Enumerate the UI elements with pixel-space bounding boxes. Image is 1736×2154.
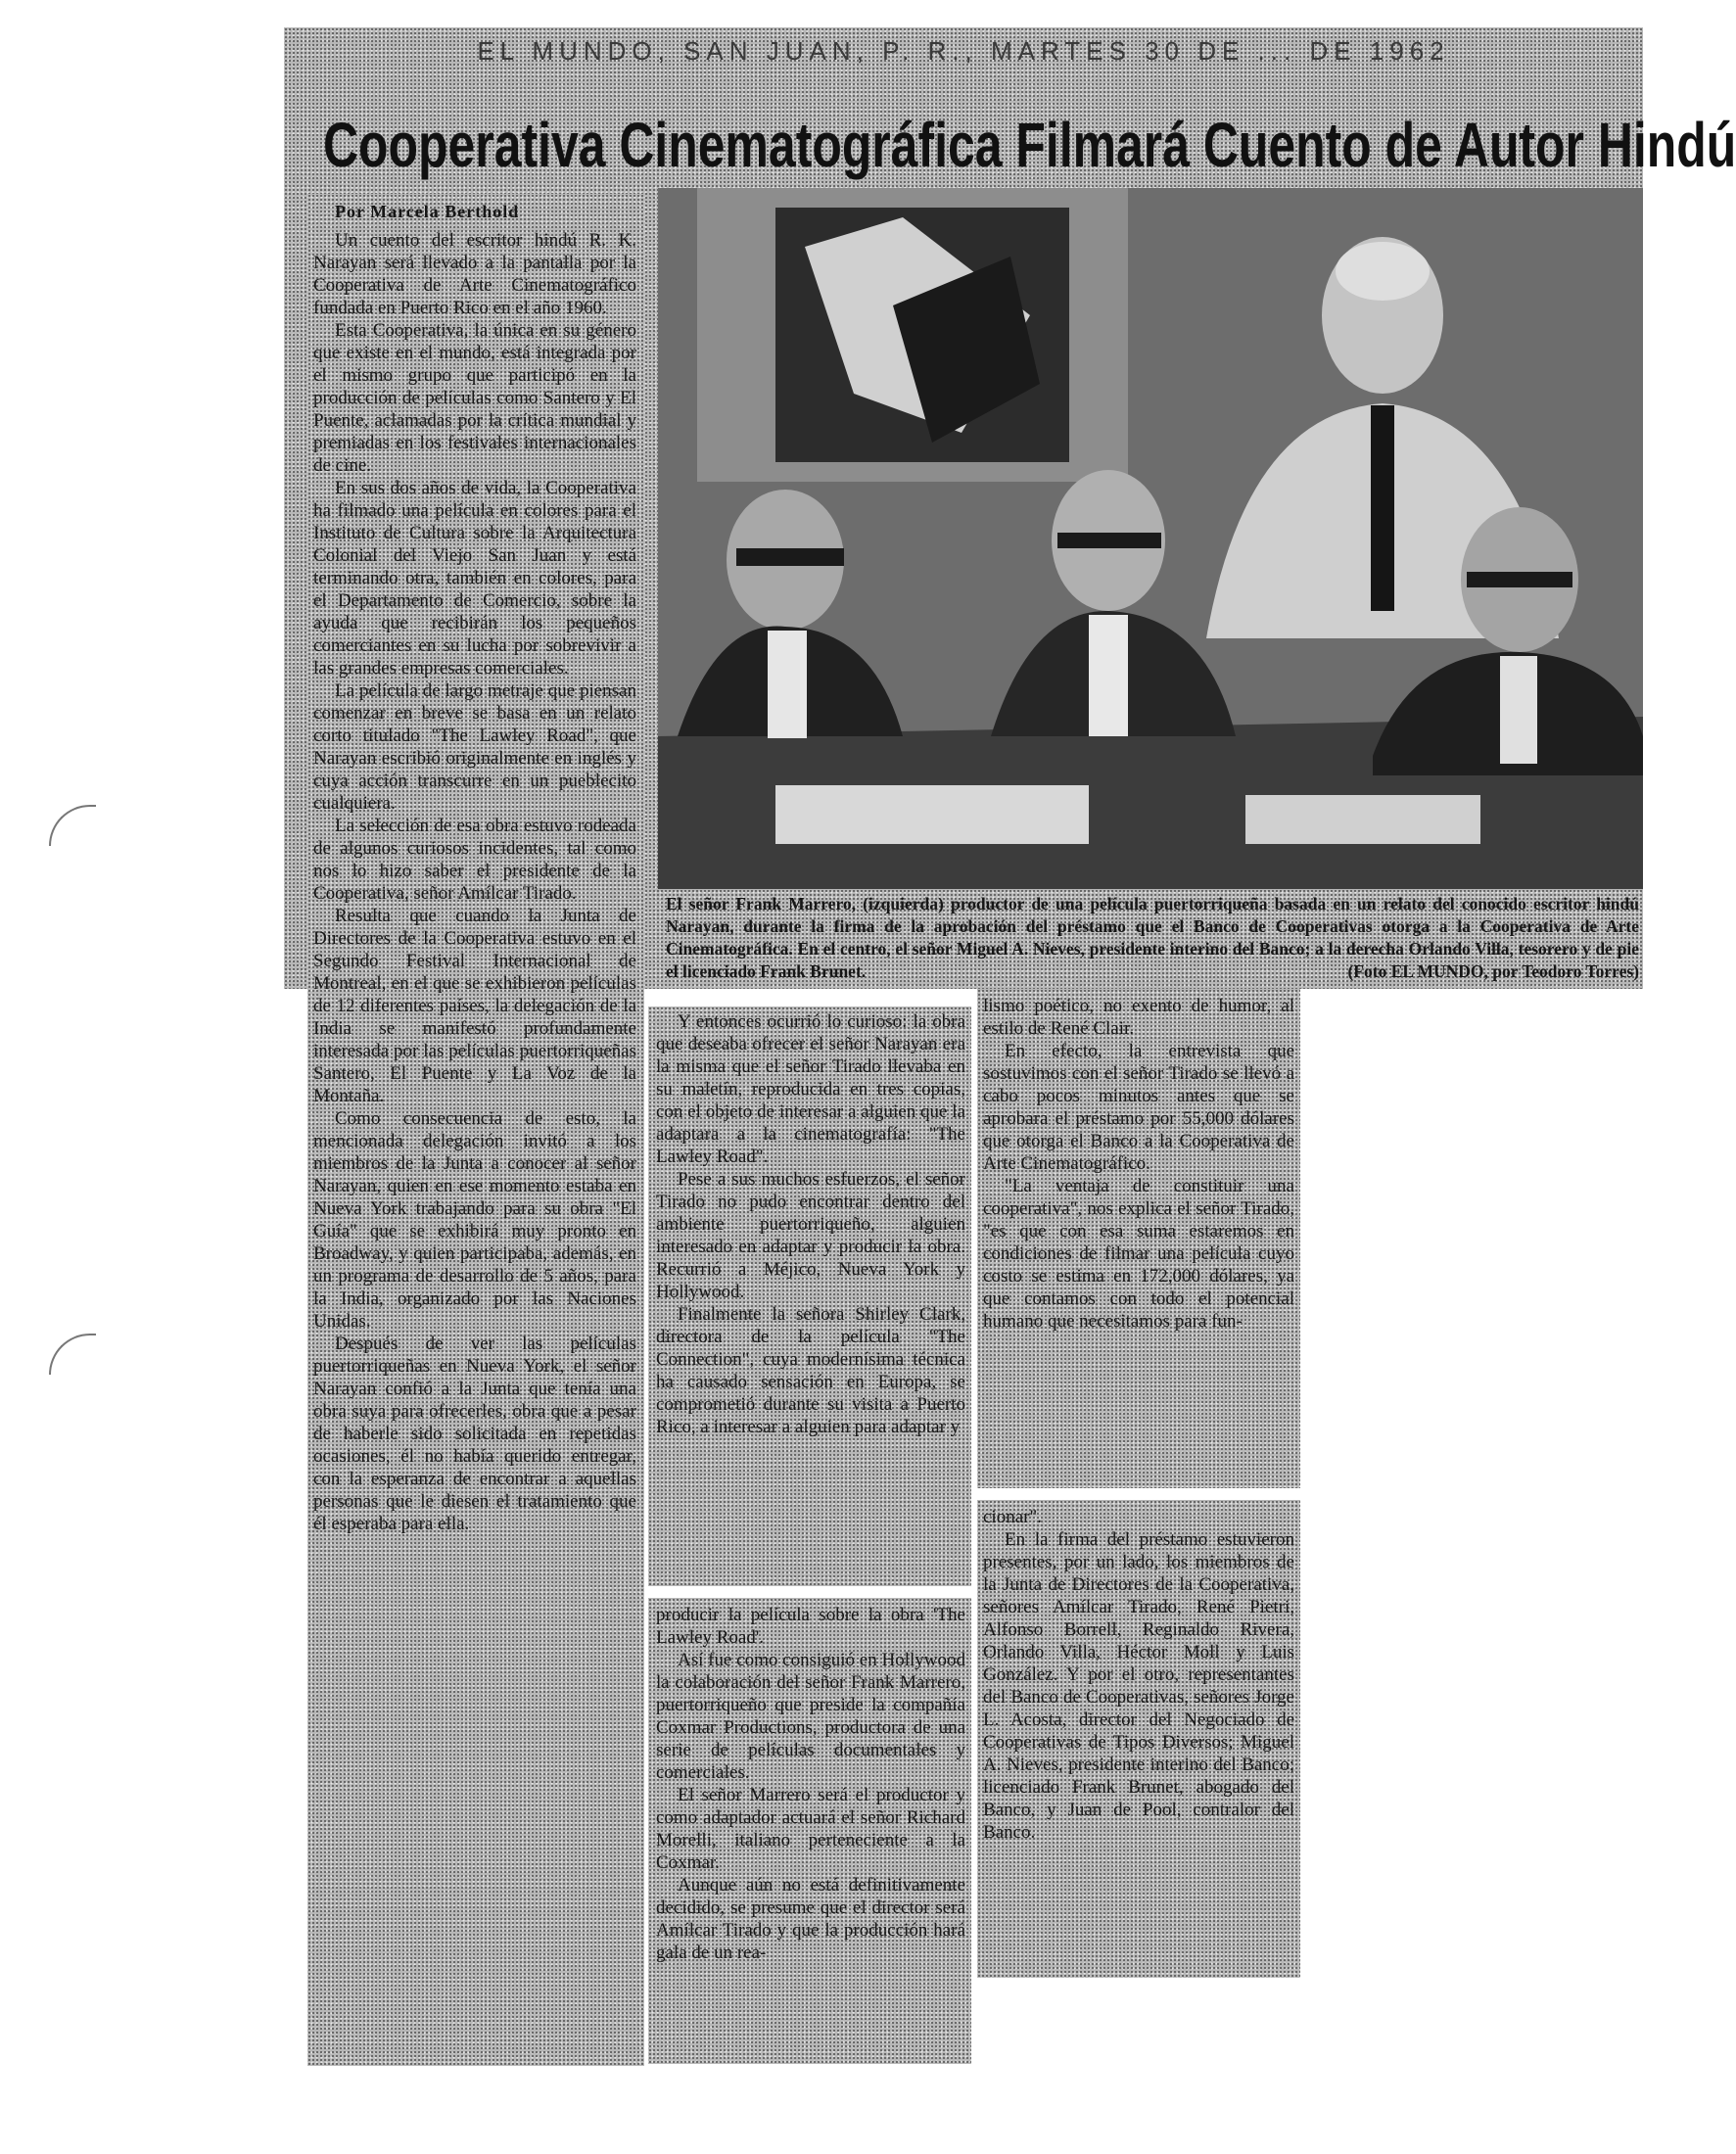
paragraph: La selección de esa obra estuvo rodeada de algunos curiosos incidentes, tal como nos lo hizo saber el presidente de la Cooperativa, señor Amílcar Tirado. xyxy=(313,816,636,904)
photo-caption xyxy=(666,893,1639,983)
paragraph: El señor Marrero será el productor y como adaptador actuará el señor Richard Morelli, italiano perteneciente a la Coxmar. xyxy=(656,1785,965,1873)
paragraph: Después de ver las películas puertorriqueñas en Nueva York, el señor Narayan confió a la Junta que tenía una obra suya para ofrecerles, obra que a pesar de haberle sido solicitada en repetidas ocasiones, él no había querido entregar, con la esperanza de encontrar a aquellas personas que le diesen el tratamiento que él esperaba para ella. xyxy=(313,1334,636,1534)
paragraph: La película de largo metraje que piensan comenzar en breve se basa en un relato corto titulado "The Lawley Road", que Narayan escribió originalmente en inglés y cuya acción transcurre en un pueblecito cualquiera. xyxy=(313,680,636,814)
article-column-3a xyxy=(983,995,1294,1333)
caption-text: El señor Frank Marrero, (izquierda) productor de una película puertorriqueña basada en un relato del conocido escritor hindú Narayan, durante la firma de la aprobación del préstamo que el Banco de Cooperativas otorga a la Cooperativa de Arte Cinematográfica. En el centro, el señor Miguel A. Nieves, presidente interino del Banco; a la derecha Orlando Villa, tesorero y de pie el licenciado Frank Brunet. xyxy=(666,894,1639,981)
paragraph: lismo poético, no exento de humor, al estilo de René Clair. xyxy=(983,996,1294,1039)
paragraph: Pese a sus muchos esfuerzos, el señor Tirado no pudo encontrar dentro del ambiente puertorriqueño, alguien interesado en adaptar y producir la obra. Recurrió a Méjico, Nueva York y Hollywood. xyxy=(656,1169,965,1302)
photo-credit: (Foto EL MUNDO, por Teodoro Torres) xyxy=(1347,961,1639,981)
article-column-1 xyxy=(313,229,636,1535)
headline: Cooperativa Cinematográfica Filmará Cuento de Autor Hindú xyxy=(323,110,1736,180)
article-column-3b xyxy=(983,1506,1294,1844)
paragraph: En sus dos años de vida, la Cooperativa ha filmado una película en colores para el Instituto de Cultura sobre la Arquitectura Colonial del Viejo San Juan y está terminando otra, también en colores, para el Departamento de Comercio, sobre la ayuda que recibirán los pequeños comerciantes en su lucha por sobrevivir a las grandes empresas comerciales. xyxy=(313,478,636,679)
article-column-2a xyxy=(656,1010,965,1438)
paragraph: Resulta que cuando la Junta de Directores de la Cooperativa estuvo en el Segundo Festival Internacional de Montreal, en el que se exhibieron películas de 12 diferentes países, la delegación de la India se manifestó profundamente interesada por las películas puertorriqueñas Santero, El Puente y La Voz de la Montaña. xyxy=(313,906,636,1106)
article-column-2b xyxy=(656,1604,965,1964)
paragraph: Y entonces ocurrió lo curioso: la obra que deseaba ofrecer el señor Narayan era la misma que el señor Tirado llevaba en su maletín, reproducida en tres copias, con el objeto de interesar a alguien que la adaptara a la cinematografía: "The Lawley Road". xyxy=(656,1011,965,1167)
newspaper-clipping xyxy=(284,27,1736,2066)
news-photo xyxy=(658,188,1643,889)
paragraph: En la firma del préstamo estuvieron presentes, por un lado, los miembros de la Junta de Directores de la Cooperativa, señores Amílcar Tirado, René Pietri, Alfonso Borrell, Reginaldo Rivera, Orlando Villa, Héctor Moll y Luis González. Y por el otro, representantes del Banco de Cooperativas, señores Jorge L. Acosta, director del Negociado de Cooperativas de Tipos Diversos; Miguel A. Nieves, presidente interino del Banco; licenciado Frank Brunet, abogado del Banco, y Juan de Pool, contralor del Banco. xyxy=(983,1529,1294,1843)
paragraph: Aunque aún no está definitivamente decidido, se presume que el director será Amílcar Tirado y que la producción hará gala de un rea- xyxy=(656,1875,965,1963)
photo-image xyxy=(658,188,1643,889)
paragraph: producir la película sobre la obra 'The Lawley Road'. xyxy=(656,1605,965,1648)
scan-mark xyxy=(49,1334,96,1375)
masthead: EL MUNDO, SAN JUAN, P. R., MARTES 30 DE ... DE 1962 xyxy=(477,36,1450,66)
paragraph: Así fue como consiguió en Hollywood la colaboración del señor Frank Marrero, puertorriqueño que preside la compañía Coxmar Productions, productora de una serie de películas documentales y comerciales. xyxy=(656,1650,965,1783)
paragraph: En efecto, la entrevista que sostuvimos con el señor Tirado se llevó a cabo pocos minutos antes que se aprobara el préstamo por 55,000 dólares que otorga el Banco a la Cooperativa de Arte Cinematográfico. xyxy=(983,1041,1294,1174)
paragraph: cionar". xyxy=(983,1507,1042,1527)
paragraph: Finalmente la señora Shirley Clark, directora de la película "The Connection", cuya modernísima técnica ha causado sensación en Europa, se comprometió durante su visita a Puerto Rico, a interesar a alguien para adaptar y xyxy=(656,1304,965,1437)
paragraph: "La ventaja de constituir una cooperativa", nos explica el señor Tirado, "es que con esa suma estaremos en condiciones de filmar una película cuyo costo se estima en 172,000 dólares, ya que contamos con todo el potencial humano que necesitamos para fun- xyxy=(983,1176,1294,1332)
paragraph: Esta Cooperativa, la única en su género que existe en el mundo, está integrada por el mismo grupo que participó en la producción de películas como Santero y El Puente, aclamadas por la crítica mundial y premiadas en los festivales internacionales de cine. xyxy=(313,320,636,476)
paragraph: Un cuento del escritor hindú R. K. Narayan será llevado a la pantalla por la Cooperativa de Arte Cinematográfico fundada en Puerto Rico en el año 1960. xyxy=(313,230,636,318)
byline: Por Marcela Berthold xyxy=(335,202,520,221)
scan-mark xyxy=(49,805,96,846)
paragraph: Como consecuencia de esto, la mencionada delegación invitó a los miembros de la Junta a conocer al señor Narayan, quien en ese momento estaba en Nueva York trabajando para su obra "El Guía" que se exhibirá muy pronto en Broadway, y quien participaba, además, en un programa de desarrollo de 5 años, para la India, organizado por las Naciones Unidas. xyxy=(313,1108,636,1332)
